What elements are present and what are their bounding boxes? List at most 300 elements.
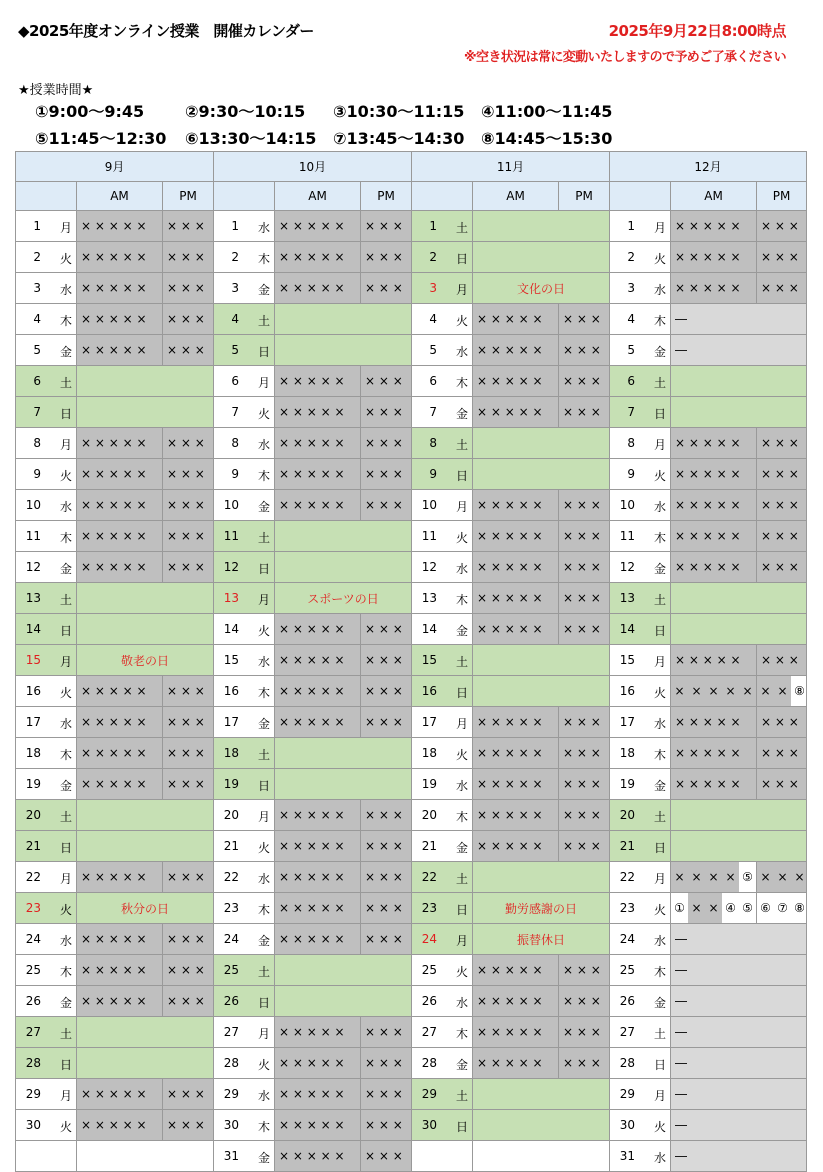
am-slots: × × × × × [275, 397, 361, 428]
weekday: 月 [258, 810, 271, 824]
weekday: 月 [456, 934, 469, 948]
day-number: 22 [223, 870, 240, 884]
slot-available[interactable]: ⑤ [739, 862, 756, 892]
day-number: 4 [627, 312, 636, 326]
periods-row [35, 99, 631, 126]
pm-slots: × × × [361, 707, 412, 738]
am-slots: × × × × × [77, 862, 163, 893]
am-slots: × × × × × [275, 614, 361, 645]
day-cell [412, 645, 473, 676]
weekday: 木 [258, 469, 271, 483]
am-header: AM [275, 182, 361, 211]
slot-full: × [688, 862, 705, 892]
not-scheduled: ― [671, 986, 807, 1017]
day-cell [610, 552, 671, 583]
pm-slots: × × × [163, 707, 214, 738]
day-row [16, 459, 807, 490]
pm-header: PM [361, 182, 412, 211]
day-number: 2 [231, 250, 240, 264]
day-number: 20 [223, 808, 240, 822]
weekday: 金 [258, 717, 271, 731]
weekday: 木 [456, 376, 469, 390]
am-slots: × × × × × [473, 614, 559, 645]
am-slots: × × × × × [275, 366, 361, 397]
not-scheduled: ― [671, 304, 807, 335]
weekday: 日 [60, 407, 73, 421]
weekday: 日 [654, 407, 667, 421]
am-slots: × × × × × [473, 831, 559, 862]
day-cell [16, 893, 77, 924]
day-cell [412, 986, 473, 1017]
day-number: 21 [421, 839, 438, 853]
day-cell [214, 614, 275, 645]
weekday: 月 [60, 221, 73, 235]
pm-slots: × × × [163, 1079, 214, 1110]
day-number: 3 [231, 281, 240, 295]
pm-slots: × × × [757, 769, 807, 800]
day-cell [16, 335, 77, 366]
am-slots: × × × × × [275, 707, 361, 738]
day-cell [214, 924, 275, 955]
period-8: ⑧14:45～15:30 [481, 129, 613, 148]
pm-slots: × × × [757, 645, 807, 676]
pm-slots: × × × [757, 428, 807, 459]
weekday: 金 [258, 934, 271, 948]
day-number: 17 [619, 715, 636, 729]
day-row [16, 831, 807, 862]
day-number: 27 [25, 1025, 41, 1039]
day-number: 9 [429, 467, 438, 481]
day-cell [412, 676, 473, 707]
am-slots: × × × × × [671, 552, 757, 583]
slot-full: × [722, 862, 739, 892]
day-cell [412, 893, 473, 924]
day-number: 27 [619, 1025, 636, 1039]
day-row [16, 242, 807, 273]
day-cell [610, 862, 671, 893]
day-number: 31 [223, 1149, 240, 1163]
weekday: 水 [456, 996, 469, 1010]
weekday: 木 [456, 810, 469, 824]
day-number: 2 [627, 250, 636, 264]
no-class-day [473, 242, 610, 273]
day-cell [610, 1048, 671, 1079]
day-cell [214, 1017, 275, 1048]
weekday: 火 [258, 624, 271, 638]
day-number: 1 [627, 219, 636, 233]
am-slots: × × × × × [275, 490, 361, 521]
day-number: 10 [223, 498, 240, 512]
am-slots: × × × × × [275, 1110, 361, 1141]
pm-slots: × × × [559, 738, 610, 769]
month-name: 11月 [412, 152, 610, 182]
slot-available[interactable]: ④ [722, 893, 739, 923]
pm-slots: × × × [163, 924, 214, 955]
pm-slots: × × × [361, 862, 412, 893]
day-cell [610, 428, 671, 459]
pm-slots: × × × [361, 1110, 412, 1141]
pm-slots: × × × [757, 707, 807, 738]
weekday: 土 [60, 810, 73, 824]
day-number: 29 [421, 1087, 438, 1101]
no-class-day [77, 614, 214, 645]
weekday: 土 [258, 314, 271, 328]
am-slots: × × × × × [473, 1017, 559, 1048]
weekday: 日 [456, 903, 469, 917]
day-number: 12 [223, 560, 240, 574]
day-number: 5 [429, 343, 438, 357]
day-cell [16, 955, 77, 986]
weekday: 月 [654, 221, 667, 235]
am-slots: × × × × × [473, 769, 559, 800]
weekday: 金 [654, 562, 667, 576]
pm-slots: × × × [559, 614, 610, 645]
no-class-day [671, 583, 807, 614]
day-cell [610, 769, 671, 800]
pm-slots: × × × [559, 490, 610, 521]
day-header-blank [214, 182, 275, 211]
slot-full: × [688, 676, 705, 706]
day-number: 30 [223, 1118, 240, 1132]
slot-available[interactable]: ⑦ [774, 893, 791, 923]
pm-slots: × × × [163, 1110, 214, 1141]
weekday: 月 [60, 438, 73, 452]
weekday: 土 [456, 872, 469, 886]
pm-slots [757, 676, 807, 707]
day-number: 26 [223, 994, 240, 1008]
period-3: ③10:30～11:15 [333, 102, 465, 121]
day-number: 14 [25, 622, 41, 636]
weekday: 木 [654, 748, 667, 762]
pm-slots: × × × [757, 521, 807, 552]
am-slots: × × × × × [77, 676, 163, 707]
day-number: 24 [25, 932, 41, 946]
day-cell [16, 676, 77, 707]
am-slots: × × × × × [275, 459, 361, 490]
not-scheduled: ― [671, 955, 807, 986]
pm-slots: × × × [163, 862, 214, 893]
day-number: 11 [223, 529, 240, 543]
day-number: 23 [25, 901, 41, 915]
pm-slots: × × × [163, 490, 214, 521]
weekday: 水 [654, 1151, 667, 1165]
day-cell [412, 1048, 473, 1079]
day-number: 19 [25, 777, 41, 791]
day-cell [610, 800, 671, 831]
day-cell [16, 1048, 77, 1079]
day-cell [214, 738, 275, 769]
pm-slots: × × × [361, 893, 412, 924]
weekday: 日 [456, 252, 469, 266]
day-cell [610, 1017, 671, 1048]
weekday: 水 [258, 221, 271, 235]
pm-header: PM [559, 182, 610, 211]
empty-cell [77, 1141, 214, 1172]
pm-slots: × × × [163, 986, 214, 1017]
weekday: 日 [60, 841, 73, 855]
am-header: AM [671, 182, 757, 211]
slot-available[interactable]: ⑤ [739, 893, 756, 923]
not-scheduled: ― [671, 335, 807, 366]
day-cell [214, 490, 275, 521]
weekday: 水 [654, 717, 667, 731]
day-cell [214, 552, 275, 583]
weekday: 金 [60, 996, 73, 1010]
weekday: 木 [60, 965, 73, 979]
periods-list [35, 99, 631, 153]
am-slots: × × × × × [473, 552, 559, 583]
not-scheduled: ― [671, 1110, 807, 1141]
day-header-blank [16, 182, 77, 211]
pm-slots: × × × [163, 552, 214, 583]
no-class-day [473, 1110, 610, 1141]
day-number: 1 [33, 219, 41, 233]
day-number: 24 [223, 932, 240, 946]
day-number: 1 [231, 219, 240, 233]
day-number: 25 [223, 963, 240, 977]
weekday: 金 [456, 407, 469, 421]
day-number: 27 [421, 1025, 438, 1039]
month-name: 9月 [16, 152, 214, 182]
holiday-name: 振替休日 [473, 924, 610, 955]
day-cell [412, 1079, 473, 1110]
day-number: 3 [627, 281, 636, 295]
period-6: ⑥13:30～14:15 [185, 129, 317, 148]
day-number: 4 [33, 312, 41, 326]
day-row [16, 335, 807, 366]
am-slots: × × × × × [671, 738, 757, 769]
day-number: 9 [231, 467, 240, 481]
am-slots: × × × × × [671, 273, 757, 304]
am-slots: × × × × × [275, 1017, 361, 1048]
slot-full: × [688, 893, 705, 923]
day-cell [412, 521, 473, 552]
day-cell [16, 614, 77, 645]
day-cell [412, 428, 473, 459]
day-cell [412, 583, 473, 614]
weekday: 火 [456, 314, 469, 328]
day-number: 20 [619, 808, 636, 822]
day-row [16, 1048, 807, 1079]
day-row [16, 521, 807, 552]
not-scheduled: ― [671, 1048, 807, 1079]
not-scheduled: ― [671, 924, 807, 955]
month-name: 10月 [214, 152, 412, 182]
weekday: 土 [60, 593, 73, 607]
no-class-day [275, 955, 412, 986]
day-cell [412, 304, 473, 335]
periods-heading: ★授業時間★ [18, 83, 94, 98]
weekday: 日 [654, 841, 667, 855]
weekday: 月 [456, 500, 469, 514]
weekday: 土 [654, 593, 667, 607]
am-slots: × × × × × [473, 335, 559, 366]
day-number: 21 [223, 839, 240, 853]
weekday: 木 [258, 252, 271, 266]
weekday: 月 [60, 872, 73, 886]
weekday: 火 [456, 965, 469, 979]
day-number: 18 [25, 746, 41, 760]
am-slots: × × × × × [77, 490, 163, 521]
weekday: 土 [456, 1089, 469, 1103]
slot-available[interactable]: ⑧ [791, 893, 807, 923]
day-row [16, 552, 807, 583]
day-row [16, 614, 807, 645]
day-cell [16, 459, 77, 490]
weekday: 日 [258, 345, 271, 359]
day-cell [610, 397, 671, 428]
day-row [16, 707, 807, 738]
day-cell [214, 583, 275, 614]
am-slots: × × × × × [275, 893, 361, 924]
slot-available[interactable]: ⑧ [791, 676, 807, 706]
holiday-name: 秋分の日 [77, 893, 214, 924]
no-class-day [275, 986, 412, 1017]
am-slots: × × × × × [275, 211, 361, 242]
pm-slots: × × × [559, 583, 610, 614]
am-slots: × × × × × [77, 335, 163, 366]
weekday: 木 [456, 1027, 469, 1041]
pm-slots: × × × [559, 769, 610, 800]
weekday: 水 [258, 872, 271, 886]
day-cell [214, 428, 275, 459]
weekday: 金 [60, 562, 73, 576]
day-number: 9 [627, 467, 636, 481]
day-cell [610, 1079, 671, 1110]
no-class-day [473, 645, 610, 676]
holiday-name: 敬老の日 [77, 645, 214, 676]
day-cell [214, 459, 275, 490]
day-cell [214, 366, 275, 397]
day-number: 24 [421, 932, 438, 946]
am-slots [671, 862, 757, 893]
day-cell [412, 211, 473, 242]
day-cell [16, 800, 77, 831]
day-cell [214, 1048, 275, 1079]
no-class-day [473, 459, 610, 490]
am-slots: × × × × × [77, 1079, 163, 1110]
day-number: 18 [619, 746, 636, 760]
day-cell [610, 211, 671, 242]
no-class-day [473, 862, 610, 893]
pm-slots: × × × [559, 304, 610, 335]
day-number: 28 [619, 1056, 636, 1070]
am-slots: × × × × × [473, 521, 559, 552]
weekday: 月 [60, 1089, 73, 1103]
pm-slots: × × × [361, 242, 412, 273]
day-number: 1 [429, 219, 438, 233]
pm-slots: × × × [757, 738, 807, 769]
day-cell [16, 273, 77, 304]
day-number: 5 [33, 343, 41, 357]
pm-slots: × × × [361, 800, 412, 831]
not-scheduled: ― [671, 1017, 807, 1048]
am-slots: × × × × × [77, 552, 163, 583]
weekday: 金 [60, 779, 73, 793]
day-cell [16, 707, 77, 738]
day-cell [16, 304, 77, 335]
day-cell [214, 1079, 275, 1110]
pm-slots: × × × [361, 490, 412, 521]
am-slots: × × × × × [275, 862, 361, 893]
am-slots: × × × × × [77, 924, 163, 955]
day-number: 6 [231, 374, 240, 388]
day-cell [412, 800, 473, 831]
day-number: 4 [429, 312, 438, 326]
day-cell [16, 862, 77, 893]
am-slots: × × × × × [275, 1048, 361, 1079]
am-slots: × × × × × [473, 955, 559, 986]
slot-available[interactable]: ① [671, 893, 688, 923]
pm-slots: × × × [757, 242, 807, 273]
day-cell [412, 1110, 473, 1141]
weekday: 金 [258, 1151, 271, 1165]
day-number: 8 [231, 436, 240, 450]
weekday: 月 [258, 593, 271, 607]
day-cell [610, 738, 671, 769]
day-number: 27 [223, 1025, 240, 1039]
weekday: 土 [654, 810, 667, 824]
weekday: 水 [60, 283, 73, 297]
day-number: 12 [421, 560, 438, 574]
am-slots: × × × × × [275, 242, 361, 273]
am-slots: × × × × × [77, 521, 163, 552]
period-7: ⑦13:45～14:30 [333, 129, 465, 148]
day-number: 22 [25, 870, 41, 884]
day-cell [16, 583, 77, 614]
day-number: 11 [25, 529, 41, 543]
day-cell [16, 211, 77, 242]
slot-full: × [774, 676, 791, 706]
weekday: 火 [60, 686, 73, 700]
day-number: 18 [223, 746, 240, 760]
weekday: 水 [654, 283, 667, 297]
day-cell [610, 304, 671, 335]
day-number: 30 [421, 1118, 438, 1132]
holiday-name: 文化の日 [473, 273, 610, 304]
day-cell [412, 862, 473, 893]
day-cell [610, 583, 671, 614]
pm-slots: × × × [163, 428, 214, 459]
day-cell [214, 676, 275, 707]
am-slots: × × × × × [473, 304, 559, 335]
weekday: 木 [258, 903, 271, 917]
day-number: 29 [25, 1087, 41, 1101]
day-cell [610, 645, 671, 676]
day-number: 7 [231, 405, 240, 419]
slot-available[interactable]: ⑥ [757, 893, 774, 923]
day-number: 14 [619, 622, 636, 636]
day-cell [610, 521, 671, 552]
weekday: 水 [456, 779, 469, 793]
month-name: 12月 [610, 152, 807, 182]
weekday: 土 [456, 655, 469, 669]
day-number: 18 [421, 746, 438, 760]
am-slots: × × × × × [77, 242, 163, 273]
day-number: 28 [223, 1056, 240, 1070]
day-number: 15 [223, 653, 240, 667]
am-slots: × × × × × [77, 707, 163, 738]
weekday: 木 [258, 1120, 271, 1134]
am-header: AM [77, 182, 163, 211]
day-number: 4 [231, 312, 240, 326]
am-slots: × × × × × [671, 645, 757, 676]
am-slots: × × × × × [473, 397, 559, 428]
day-cell [16, 552, 77, 583]
no-class-day [671, 397, 807, 428]
day-number: 10 [421, 498, 438, 512]
weekday: 土 [654, 376, 667, 390]
